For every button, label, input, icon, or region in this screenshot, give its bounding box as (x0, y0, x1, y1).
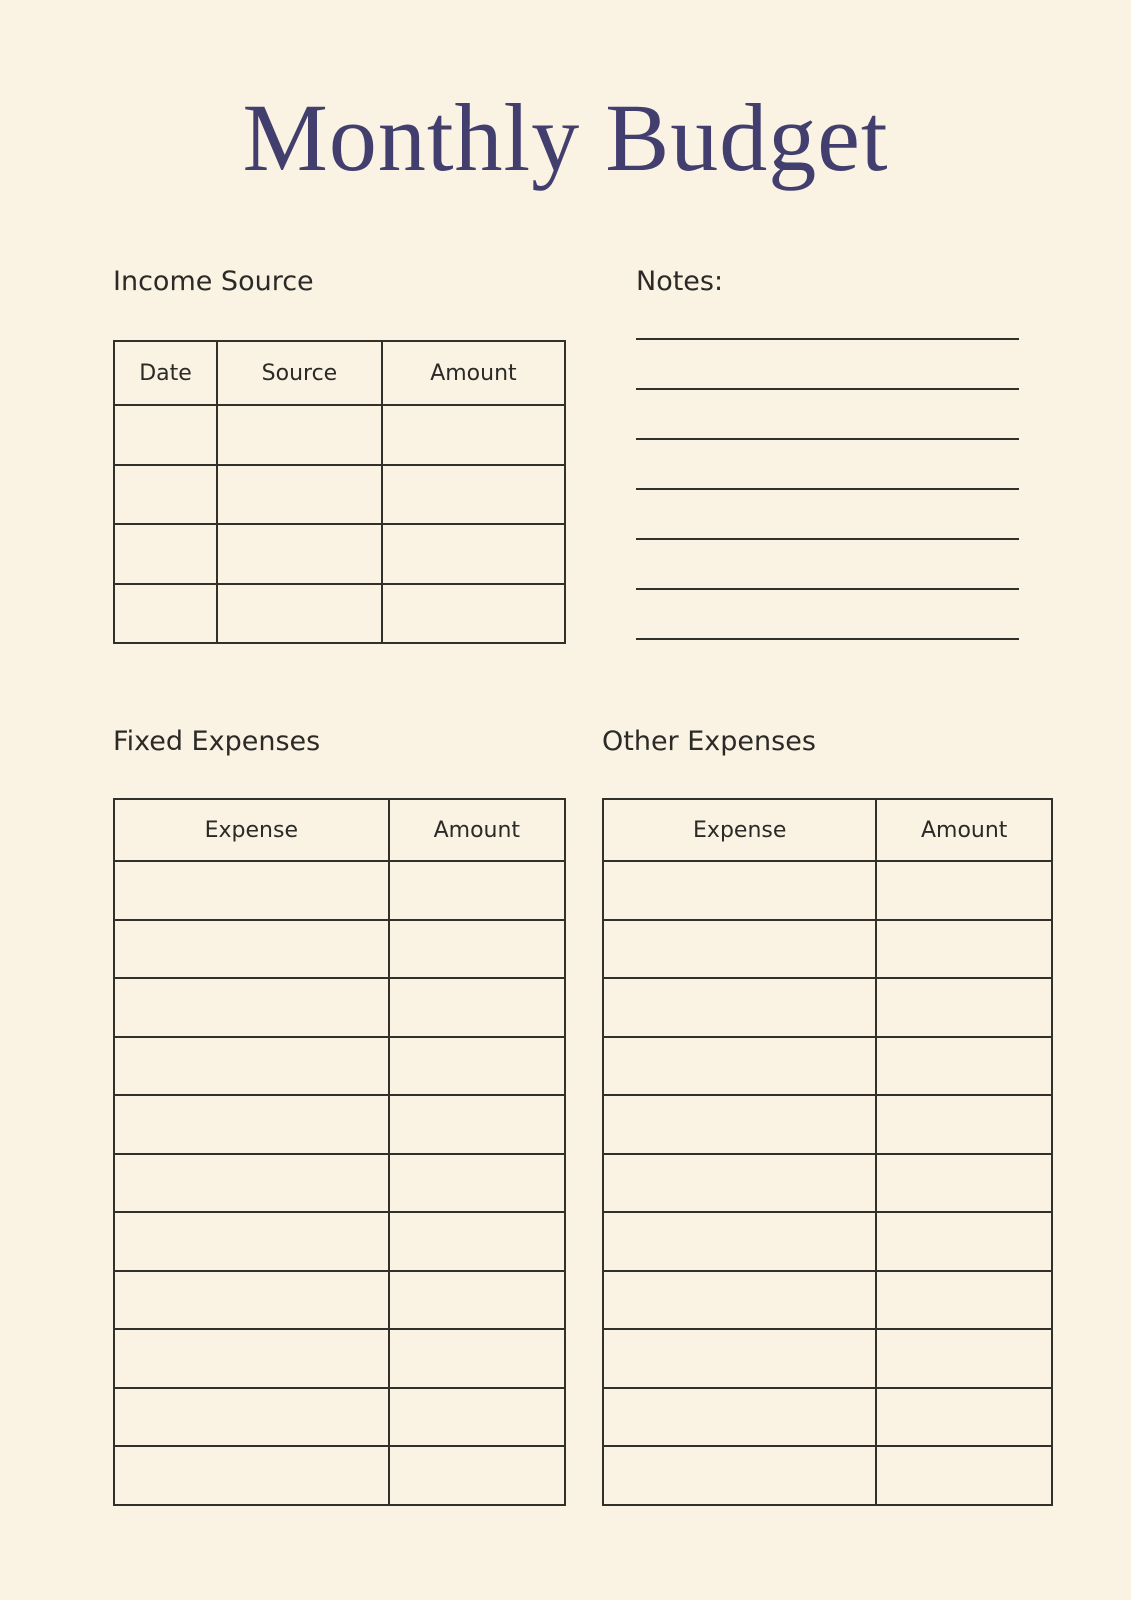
fixed-amount-cell (389, 861, 565, 920)
fixed-amount-cell (389, 1271, 565, 1330)
other-expense-cell (603, 861, 876, 920)
fixed-expense-cell (114, 1037, 389, 1096)
income-source-heading: Income Source (113, 266, 314, 297)
fixed-expenses-empty-row (114, 1095, 565, 1154)
fixed-expenses-empty-row (114, 1388, 565, 1447)
fixed-expenses-header-row (114, 799, 565, 861)
fixed-expense-cell (114, 1388, 389, 1447)
fixed-expenses-empty-row (114, 1329, 565, 1388)
fixed-amount-cell (389, 1329, 565, 1388)
fixed-expenses-empty-row (114, 920, 565, 979)
fixed-expense-cell (114, 1446, 389, 1505)
other-expenses-empty-row (603, 1095, 1052, 1154)
fixed-expenses-empty-row (114, 1154, 565, 1213)
other-expenses-empty-row (603, 978, 1052, 1037)
fixed-expenses-column-header-expense: Expense (114, 799, 389, 861)
income-source-cell (217, 465, 382, 525)
fixed-expenses-empty-row (114, 1271, 565, 1330)
other-expenses-empty-row (603, 1154, 1052, 1213)
fixed-expenses-table (113, 798, 566, 1506)
other-amount-cell (876, 1037, 1052, 1096)
income-amount-cell (382, 465, 565, 525)
note-line (636, 490, 1019, 540)
other-expense-cell (603, 1271, 876, 1330)
other-expenses-empty-row (603, 1271, 1052, 1330)
other-amount-cell (876, 1446, 1052, 1505)
income-source-cell (217, 405, 382, 465)
other-expense-cell (603, 978, 876, 1037)
other-expenses-heading: Other Expenses (602, 726, 816, 757)
income-empty-row (114, 465, 565, 525)
other-amount-cell (876, 1154, 1052, 1213)
other-expense-cell (603, 920, 876, 979)
other-amount-cell (876, 1271, 1052, 1330)
other-expenses-empty-row (603, 1388, 1052, 1447)
income-date-cell (114, 524, 217, 584)
income-empty-row (114, 524, 565, 584)
other-expense-cell (603, 1388, 876, 1447)
income-amount-cell (382, 405, 565, 465)
other-amount-cell (876, 978, 1052, 1037)
fixed-expenses-empty-row (114, 1212, 565, 1271)
other-expense-cell (603, 1095, 876, 1154)
fixed-expense-cell (114, 861, 389, 920)
other-expenses-empty-row (603, 1446, 1052, 1505)
other-amount-cell (876, 1388, 1052, 1447)
other-expenses-header-row (603, 799, 1052, 861)
fixed-amount-cell (389, 1095, 565, 1154)
other-expense-cell (603, 1329, 876, 1388)
fixed-amount-cell (389, 1388, 565, 1447)
income-amount-cell (382, 524, 565, 584)
other-expenses-empty-row (603, 1329, 1052, 1388)
income-date-cell (114, 405, 217, 465)
other-expense-cell (603, 1154, 876, 1213)
other-amount-cell (876, 920, 1052, 979)
other-expenses-column-header-amount: Amount (876, 799, 1052, 861)
other-expenses-table (602, 798, 1053, 1506)
income-source-table (113, 340, 566, 644)
fixed-amount-cell (389, 1154, 565, 1213)
income-header-row (114, 341, 565, 405)
income-source-cell (217, 584, 382, 644)
fixed-expenses-empty-row (114, 1446, 565, 1505)
income-date-cell (114, 465, 217, 525)
other-amount-cell (876, 1212, 1052, 1271)
page-title: Monthly Budget (242, 84, 889, 191)
note-line (636, 290, 1019, 340)
other-expense-cell (603, 1037, 876, 1096)
notes-ruled-area (636, 290, 1019, 640)
fixed-expenses-empty-row (114, 861, 565, 920)
fixed-expenses-heading: Fixed Expenses (113, 726, 321, 757)
income-empty-row (114, 584, 565, 644)
note-line (636, 440, 1019, 490)
income-column-header-amount: Amount (382, 341, 565, 405)
other-amount-cell (876, 1095, 1052, 1154)
other-expense-cell (603, 1212, 876, 1271)
fixed-expense-cell (114, 1212, 389, 1271)
note-line (636, 390, 1019, 440)
income-amount-cell (382, 584, 565, 644)
income-empty-row (114, 405, 565, 465)
other-amount-cell (876, 861, 1052, 920)
other-expenses-empty-row (603, 1037, 1052, 1096)
notes-heading: Notes: (636, 266, 724, 297)
fixed-expense-cell (114, 978, 389, 1037)
income-column-header-date: Date (114, 341, 217, 405)
other-expenses-empty-row (603, 920, 1052, 979)
fixed-expense-cell (114, 1271, 389, 1330)
income-date-cell (114, 584, 217, 644)
fixed-expense-cell (114, 1095, 389, 1154)
fixed-amount-cell (389, 920, 565, 979)
fixed-expense-cell (114, 1329, 389, 1388)
fixed-amount-cell (389, 1037, 565, 1096)
other-expenses-empty-row (603, 1212, 1052, 1271)
other-expense-cell (603, 1446, 876, 1505)
note-line (636, 540, 1019, 590)
fixed-expenses-empty-row (114, 1037, 565, 1096)
fixed-expenses-column-header-amount: Amount (389, 799, 565, 861)
other-amount-cell (876, 1329, 1052, 1388)
note-line (636, 590, 1019, 640)
other-expenses-empty-row (603, 861, 1052, 920)
fixed-expense-cell (114, 920, 389, 979)
note-line (636, 340, 1019, 390)
fixed-expenses-empty-row (114, 978, 565, 1037)
fixed-amount-cell (389, 1446, 565, 1505)
income-column-header-source: Source (217, 341, 382, 405)
income-source-cell (217, 524, 382, 584)
fixed-amount-cell (389, 1212, 565, 1271)
fixed-amount-cell (389, 978, 565, 1037)
fixed-expense-cell (114, 1154, 389, 1213)
other-expenses-column-header-expense: Expense (603, 799, 876, 861)
